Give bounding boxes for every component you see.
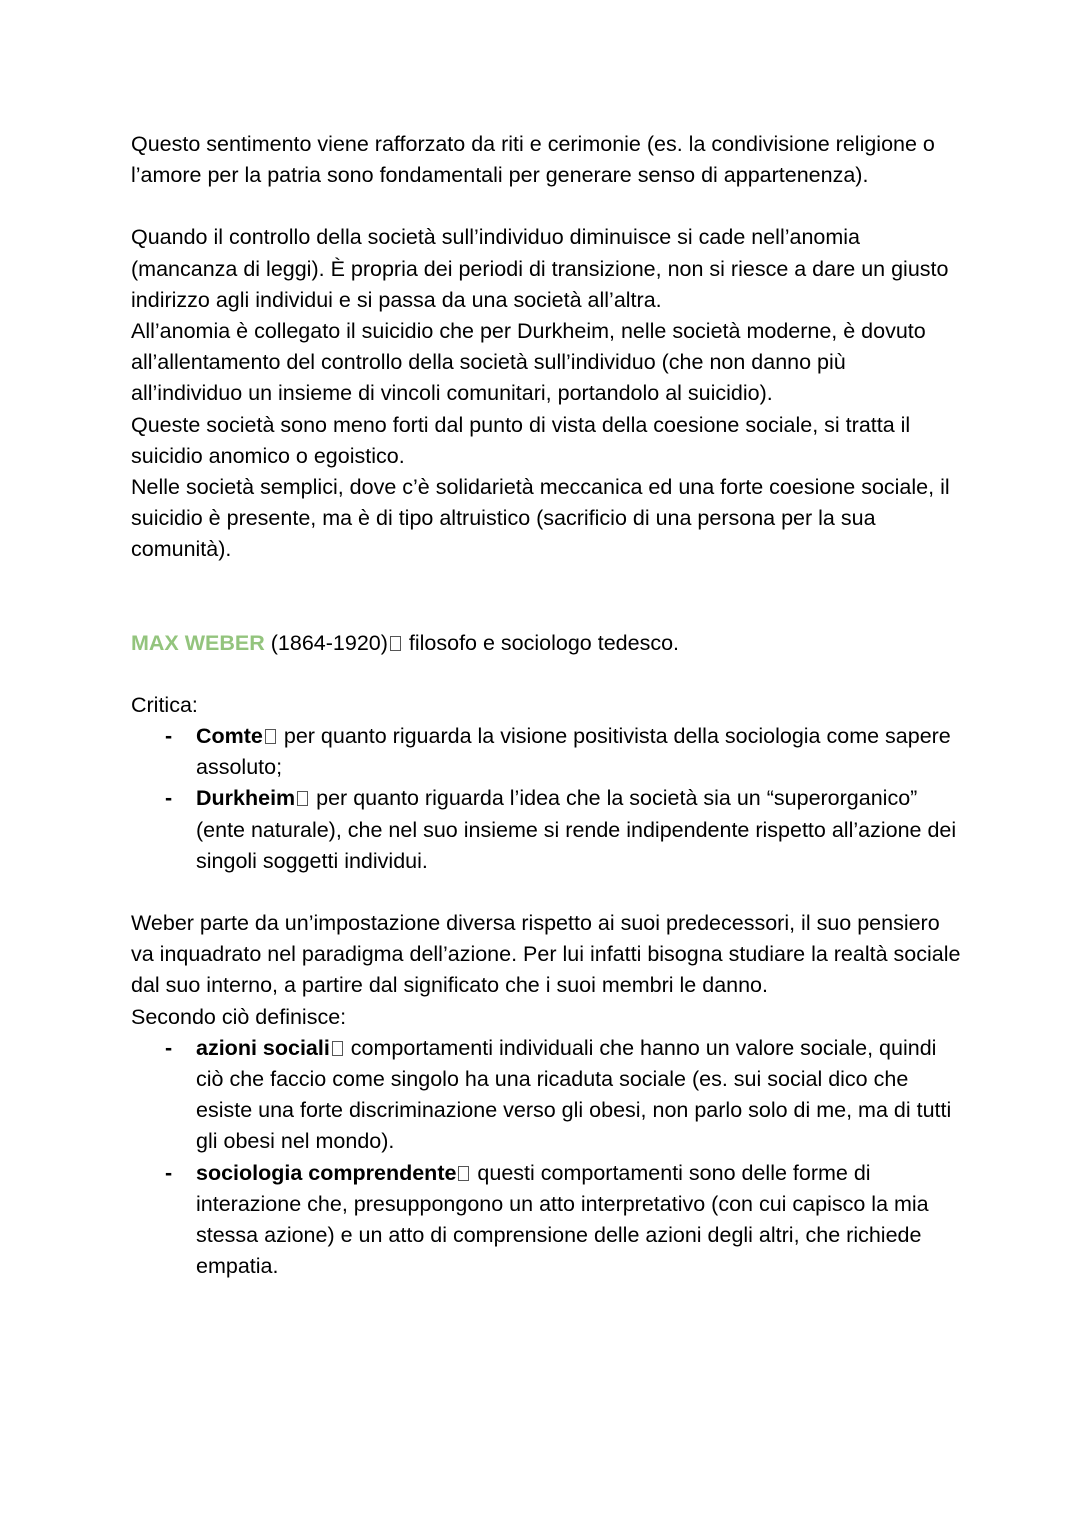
dash-bullet: - [165, 724, 173, 749]
dash-bullet: - [165, 1160, 173, 1185]
weber-dates: (1864-1920) [264, 630, 388, 655]
weber-description: filosofo e sociologo tedesco. [402, 630, 679, 655]
dash-bullet: - [165, 1035, 173, 1060]
critique-text: per quanto riguarda l’idea che la società sia un “superorganico” (ente naturale), che nel suo insieme si rende indipendente rispetto all’azione dei singoli soggetti individui. [196, 786, 957, 873]
critiques-list [131, 721, 961, 877]
critique-term: Durkheim [196, 786, 296, 811]
paragraph-riti: Questo sentimento viene rafforzato da riti e cerimonie (es. la condivisione religione o l’amore per la patria sono fondamentali per generare senso di appartenenza). [131, 132, 935, 188]
list-item [131, 721, 961, 783]
missing-arrow-icon [297, 791, 308, 806]
paragraph-paradigma: Weber parte da un’impostazione diversa rispetto ai suoi predecessori, il suo pensiero va inquadrato nel paradigma dell’azione. Per lui infatti bisogna studiare la realtà sociale dal suo interno, a partire dal significato che i suoi membri le danno. [131, 911, 961, 998]
paragraph-suicidio-anomico: Queste società sono meno forti dal punto di vista della coesione sociale, si tratta il suicidio anomico o egoistico. [131, 412, 911, 468]
critique-text: per quanto riguarda la visione positivista della sociologia come sapere assoluto; [196, 724, 951, 780]
definition-text: questi comportamenti sono delle forme di interazione che, presuppongono un atto interpretativo (con cui capisco la mia stessa azione) e un atto di comprensione delle azioni degli altri, che richiede empatia. [196, 1160, 929, 1279]
dash-bullet: - [165, 786, 173, 811]
definition-term: sociologia comprendente [196, 1160, 457, 1185]
spacer [131, 659, 961, 690]
paragraph-suicidio: All’anomia è collegato il suicidio che per Durkheim, nelle società moderne, è dovuto all’allentamento del controllo della società sull’individuo (che non danno più all’individuo un insieme di vincoli comunitari, portandolo al suicidio). [131, 319, 926, 406]
definition-term: azioni sociali [196, 1035, 330, 1060]
spacer [131, 191, 961, 222]
missing-arrow-icon [265, 729, 276, 744]
missing-arrow-icon [390, 636, 401, 651]
document-page [131, 129, 961, 1283]
critique-term: Comte [196, 724, 263, 749]
definition-text: comportamenti individuali che hanno un valore sociale, quindi ciò che faccio come singolo ha una ricaduta sociale (es. sui social dico che esiste una forte discriminazione verso gli obesi, non parlo solo di me, ma di tutti gli obesi nel mondo). [196, 1035, 952, 1154]
list-item [131, 1158, 961, 1283]
spacer [131, 877, 961, 908]
list-item [131, 783, 961, 877]
missing-arrow-icon [332, 1041, 343, 1056]
definitions-list [131, 1033, 961, 1283]
spacer [131, 566, 961, 628]
paragraph-suicidio-altruistico: Nelle società semplici, dove c’è solidarietà meccanica ed una forte coesione sociale, il suicidio è presente, ma è di tipo altruistico (sacrificio di una persona per la sua comunità). [131, 475, 950, 562]
list-item [131, 1033, 961, 1158]
weber-name: MAX WEBER [131, 630, 265, 655]
paragraph-anomia: Quando il controllo della società sull’individuo diminuisce si cade nell’anomia (mancanza di leggi). È propria dei periodi di transizione, non si riesce a dare un giusto indirizzo agli individui e si passa da una società all’altra. [131, 225, 949, 312]
weber-heading [131, 628, 961, 659]
missing-arrow-icon [458, 1166, 469, 1181]
critica-label: Critica: [131, 692, 198, 717]
defines-label: Secondo ciò definisce: [131, 1004, 347, 1029]
